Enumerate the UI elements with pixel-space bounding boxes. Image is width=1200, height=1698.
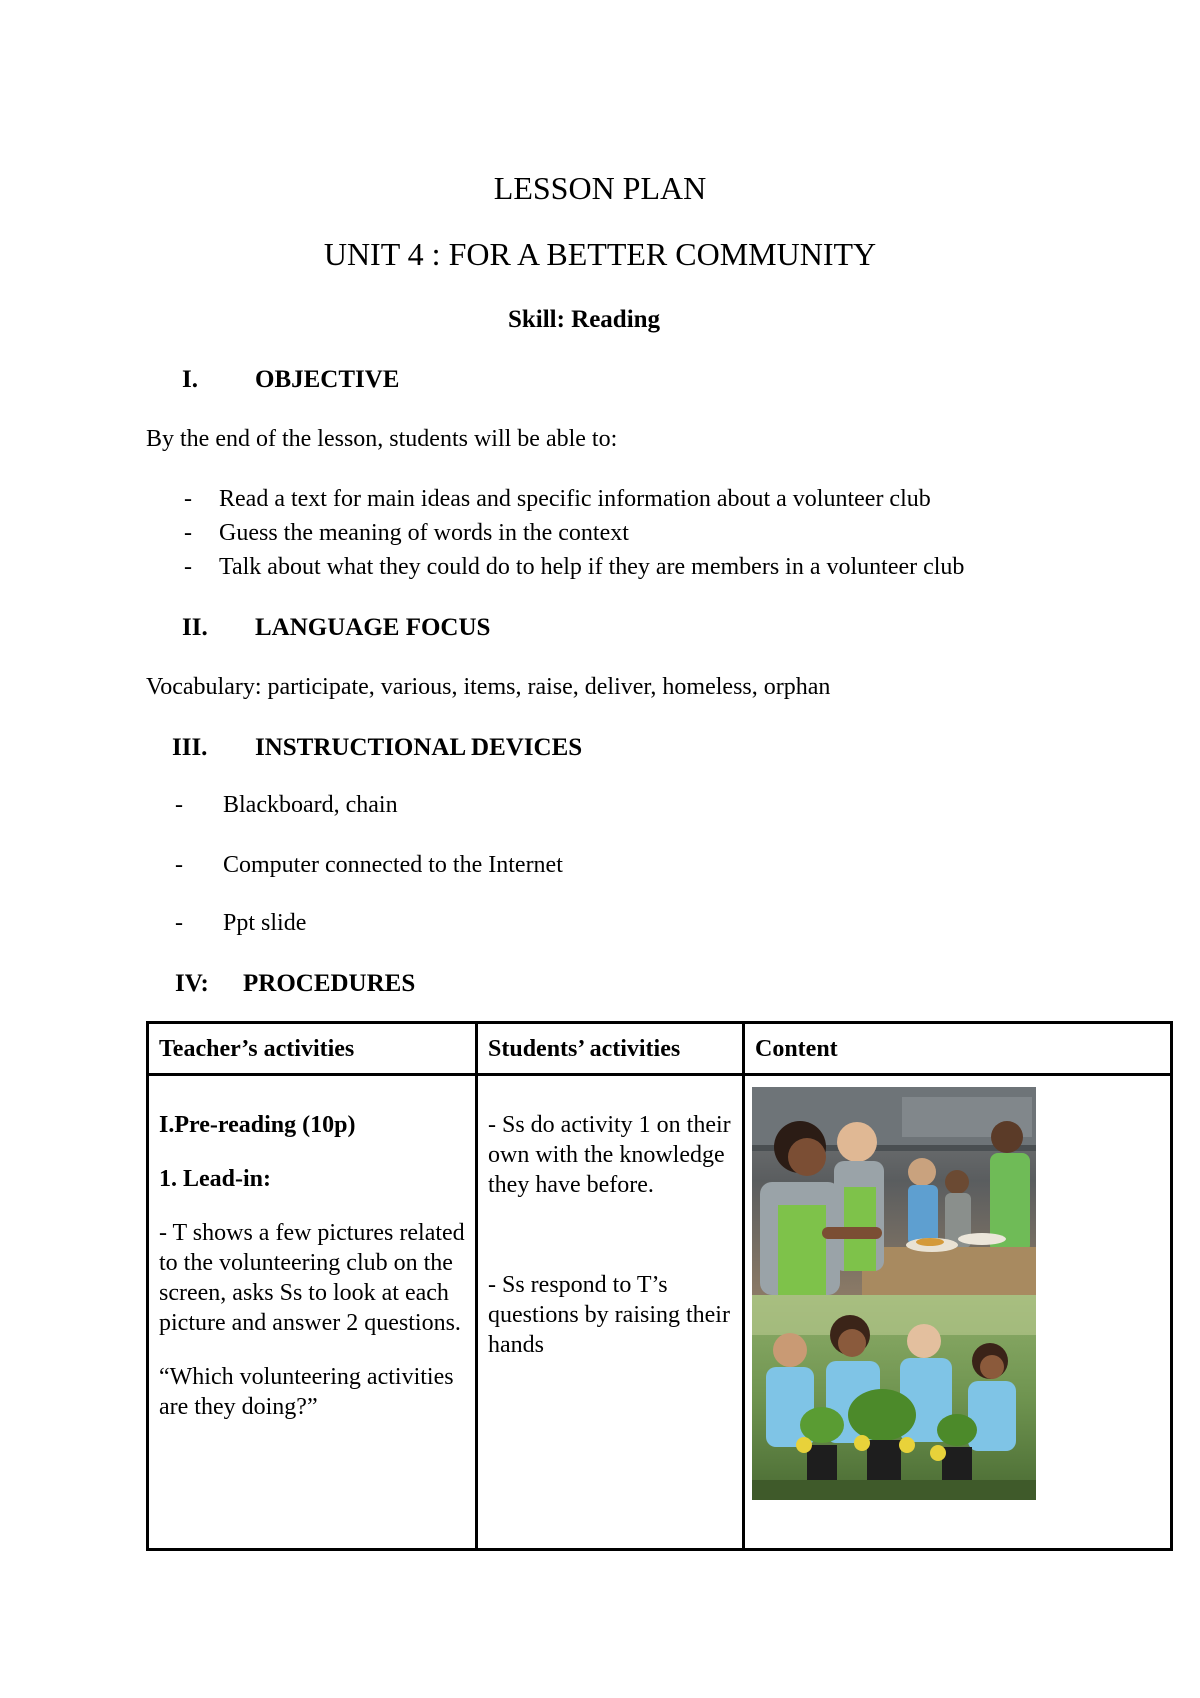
bullet-dash: -: [175, 910, 183, 936]
page-title: LESSON PLAN: [493, 170, 707, 206]
stage-label: I.Pre-reading (10p): [159, 1112, 356, 1138]
section-number-procedures: IV:: [175, 970, 209, 997]
bullet-dash: -: [184, 486, 192, 512]
header-students-activities: Students’ activities: [477, 1023, 744, 1075]
section-heading-devices: INSTRUCTIONAL DEVICES: [255, 734, 583, 761]
student-activity: - Ss do activity 1 on their own with the knowledge they have before.: [488, 1112, 731, 1198]
vocabulary-line: Vocabulary: participate, various, items, raise, deliver, homeless, orphan: [146, 674, 831, 700]
device-item: Blackboard, chain: [223, 792, 398, 818]
students-cell: [477, 1075, 744, 1550]
teacher-cell: [148, 1075, 477, 1550]
student-activity: - Ss respond to T’s questions by raising their hands: [488, 1272, 730, 1358]
bullet-dash: -: [175, 852, 183, 878]
objective-item: Guess the meaning of words in the context: [219, 520, 629, 546]
bullet-dash: -: [184, 520, 192, 546]
section-number-devices: III.: [172, 734, 208, 761]
teacher-instruction: - T shows a few pictures related to the volunteering club on the screen, asks Ss to look at each picture and answer 2 questions.: [159, 1220, 465, 1336]
objective-item: Read a text for main ideas and specific information about a volunteer club: [219, 486, 931, 512]
volunteers-serving-food-photo: [752, 1087, 1036, 1295]
device-item: Ppt slide: [223, 910, 307, 936]
header-content: Content: [744, 1023, 1172, 1075]
step-label: 1. Lead-in:: [159, 1166, 272, 1192]
objective-item: Talk about what they could do to help if they are members in a volunteer club: [219, 554, 965, 580]
teacher-question: “Which volunteering activities are they doing?”: [159, 1364, 454, 1420]
unit-title: UNIT 4 : FOR A BETTER COMMUNITY: [323, 236, 877, 272]
bullet-dash: -: [175, 792, 183, 818]
device-item: Computer connected to the Internet: [223, 852, 563, 878]
header-teacher-activities: Teacher’s activities: [148, 1023, 477, 1075]
volunteers-planting-photo: [752, 1295, 1036, 1500]
skill-label: Skill: Reading: [507, 306, 661, 333]
bullet-dash: -: [184, 554, 192, 580]
section-number-language: II.: [182, 614, 208, 641]
volunteers-serving-food-illustration: [752, 1087, 1036, 1295]
section-heading-objective: OBJECTIVE: [255, 366, 400, 393]
table-header-row: [148, 1023, 1172, 1075]
section-number-objective: I.: [182, 366, 198, 393]
volunteers-planting-illustration: [752, 1295, 1036, 1500]
objective-intro: By the end of the lesson, students will be able to:: [146, 426, 618, 452]
section-heading-procedures: PROCEDURES: [243, 970, 416, 997]
section-heading-language: LANGUAGE FOCUS: [255, 614, 491, 641]
